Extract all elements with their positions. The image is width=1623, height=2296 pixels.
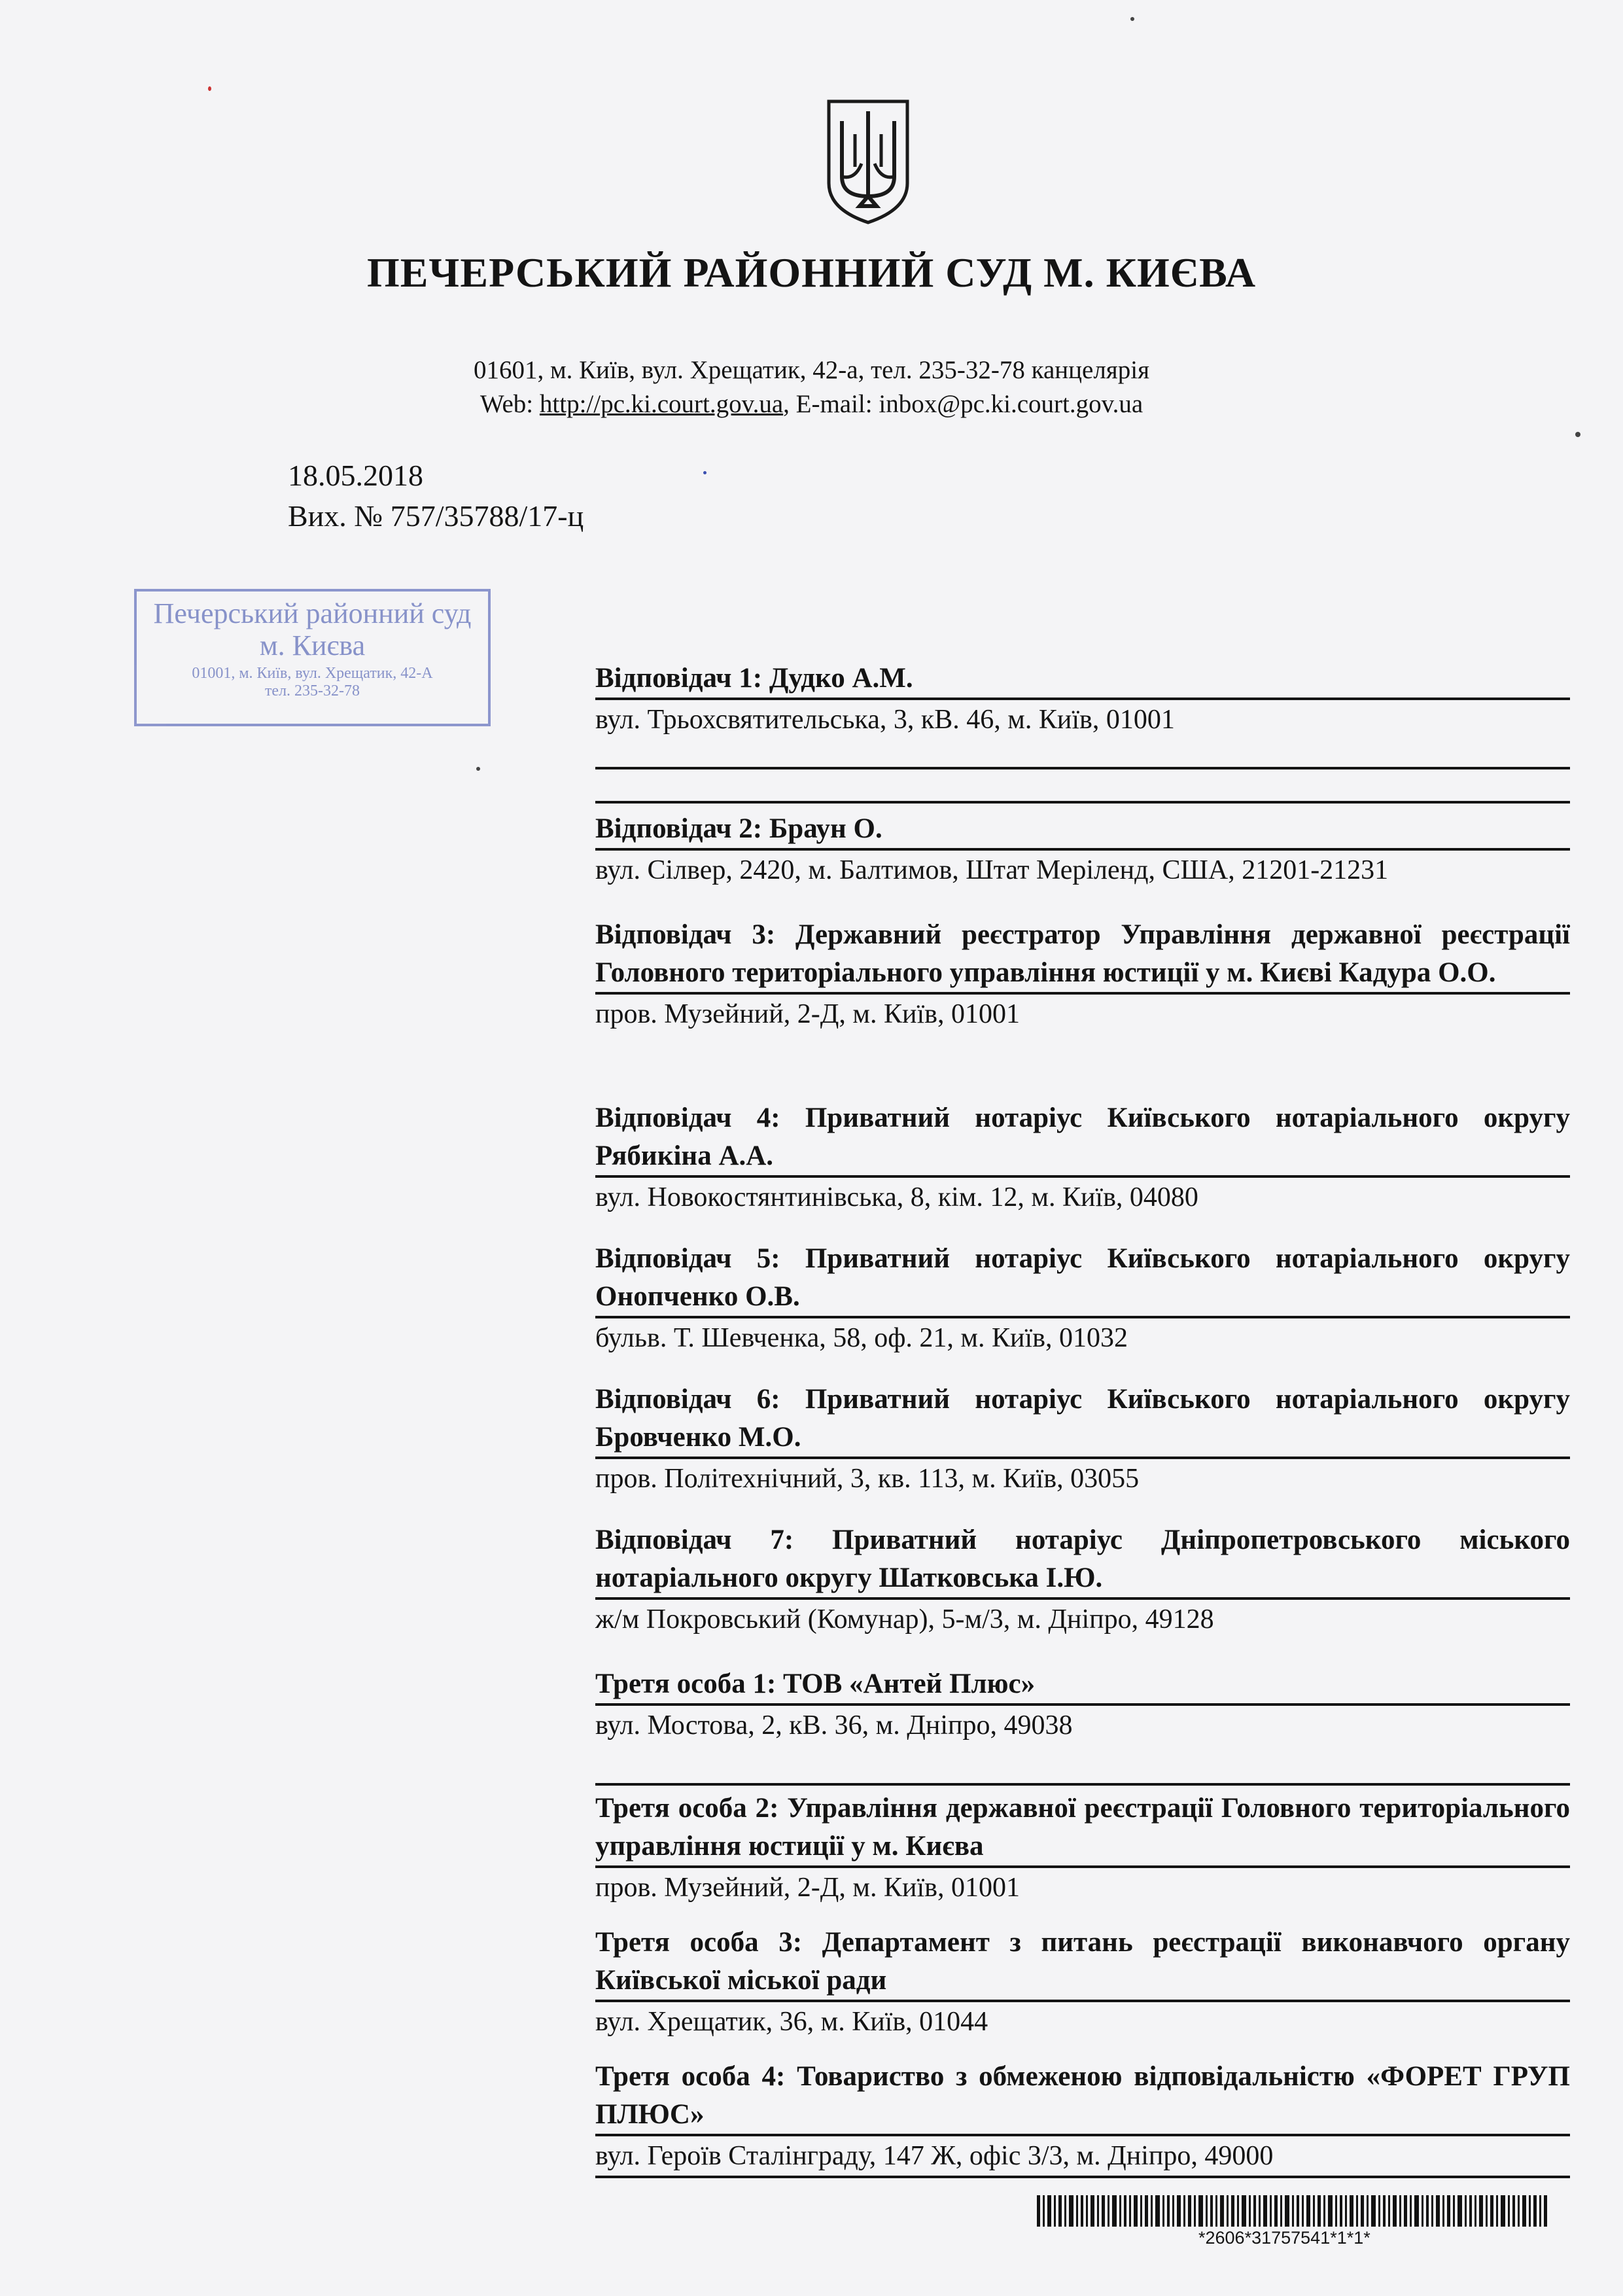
- party-address: вул. Хрещатик, 36, м. Київ, 01044: [595, 2007, 988, 2037]
- scan-speck: [1130, 17, 1134, 21]
- party-address: вул. Трьохсвятительська, 3, кВ. 46, м. Київ, 01001: [595, 705, 1175, 735]
- stamp-line-4: тел. 235-32-78: [264, 682, 360, 699]
- party-block: [595, 1099, 1570, 1217]
- court-website-link[interactable]: http://pc.ki.court.gov.ua: [539, 390, 784, 418]
- party-title: Відповідач 2: Браун О.: [595, 813, 882, 844]
- party-title: Відповідач 4: Приватний нотаріус Київського нотаріального округу Рябикіна А.А.: [595, 1103, 1570, 1171]
- party-address: вул. Новокостянтинівська, 8, кім. 12, м. Київ, 04080: [595, 1182, 1198, 1212]
- scan-speck: [1575, 432, 1580, 437]
- party-address: вул. Героїв Сталінграду, 147 Ж, офіс 3/3, м. Дніпро, 49000: [595, 2141, 1274, 2171]
- web-label: Web:: [480, 390, 540, 418]
- document-date: 18.05.2018: [288, 459, 423, 492]
- party-address: вул. Мостова, 2, кВ. 36, м. Дніпро, 49038: [595, 1710, 1073, 1740]
- party-title: Третя особа 1: ТОВ «Антей Плюс»: [595, 1669, 1036, 1699]
- party-address: пров. Політехнічний, 3, кв. 113, м. Київ, 03055: [595, 1464, 1140, 1494]
- party-block: [595, 1240, 1570, 1358]
- court-web-line: [0, 387, 1623, 421]
- divider: [595, 767, 1570, 769]
- divider: [595, 1783, 1570, 1786]
- stamp-line-1: Печерський районний суд: [153, 597, 472, 629]
- stamp-line-2: м. Києва: [259, 629, 366, 662]
- scan-speck: [476, 767, 480, 771]
- party-block: [595, 660, 1570, 804]
- party-block: [595, 810, 1570, 890]
- divider: [595, 2176, 1570, 2178]
- party-address: пров. Музейний, 2-Д, м. Київ, 01001: [595, 1873, 1020, 1903]
- barcode-number: *2606*31757541*1*1*: [1198, 2228, 1370, 2248]
- party-address: пров. Музейний, 2-Д, м. Київ, 01001: [595, 999, 1020, 1029]
- court-address-line: 01601, м. Київ, вул. Хрещатик, 42-а, тел. 235-32-78 канцелярія: [473, 356, 1150, 384]
- party-block: [595, 1381, 1570, 1498]
- party-title: Відповідач 5: Приватний нотаріус Київського нотаріального округу Онопченко О.В.: [595, 1243, 1570, 1312]
- trident-emblem-icon: [826, 98, 911, 226]
- party-address: ж/м Покровський (Комунар), 5-м/3, м. Дніпро, 49128: [595, 1604, 1214, 1634]
- party-block: [595, 1783, 1570, 1907]
- party-block: [595, 2058, 1570, 2178]
- party-title: Відповідач 3: Державний реєстратор Управління державної реєстрації Головного територіального управління юстиції у м. Києві Кадура О.О.: [595, 919, 1570, 988]
- party-title: Відповідач 6: Приватний нотаріус Київського нотаріального округу Бровченко М.О.: [595, 1384, 1570, 1453]
- party-block: [595, 1924, 1570, 2041]
- party-title: Третя особа 4: Товариство з обмеженою відповідальністю «ФОРЕТ ГРУП ПЛЮС»: [595, 2061, 1570, 2130]
- party-block: [595, 1521, 1570, 1639]
- barcode-icon: [1037, 2195, 1547, 2227]
- court-stamp: [134, 589, 491, 726]
- scan-speck: [208, 86, 211, 91]
- party-address: вул. Сілвер, 2420, м. Балтимов, Штат Меріленд, США, 21201-21231: [595, 855, 1389, 885]
- outgoing-number: Вих. № 757/35788/17-ц: [288, 499, 584, 533]
- party-block: [595, 916, 1570, 1034]
- party-title: Третя особа 2: Управління державної реєстрації Головного територіального управління юстиції у м. Києва: [595, 1793, 1570, 1862]
- court-contacts: [0, 353, 1623, 421]
- party-title: Відповідач 1: Дудко А.М.: [595, 663, 913, 694]
- scan-speck: [703, 471, 707, 474]
- court-name: ПЕЧЕРСЬКИЙ РАЙОННИЙ СУД М. КИЄВА: [366, 249, 1257, 296]
- stamp-line-3: 01001, м. Київ, вул. Хрещатик, 42-А: [192, 665, 433, 682]
- party-title: Третя особа 3: Департамент з питань реєстрації виконавчого органу Київської міської ради: [595, 1927, 1570, 1996]
- party-title: Відповідач 7: Приватний нотаріус Дніпропетровського міського нотаріального округу Шатковська І.Ю.: [595, 1525, 1570, 1593]
- party-address: бульв. Т. Шевченка, 58, оф. 21, м. Київ, 01032: [595, 1323, 1128, 1353]
- court-email: , E-mail: inbox@pc.ki.court.gov.ua: [783, 390, 1143, 418]
- party-block: [595, 1665, 1570, 1745]
- divider: [595, 801, 1570, 804]
